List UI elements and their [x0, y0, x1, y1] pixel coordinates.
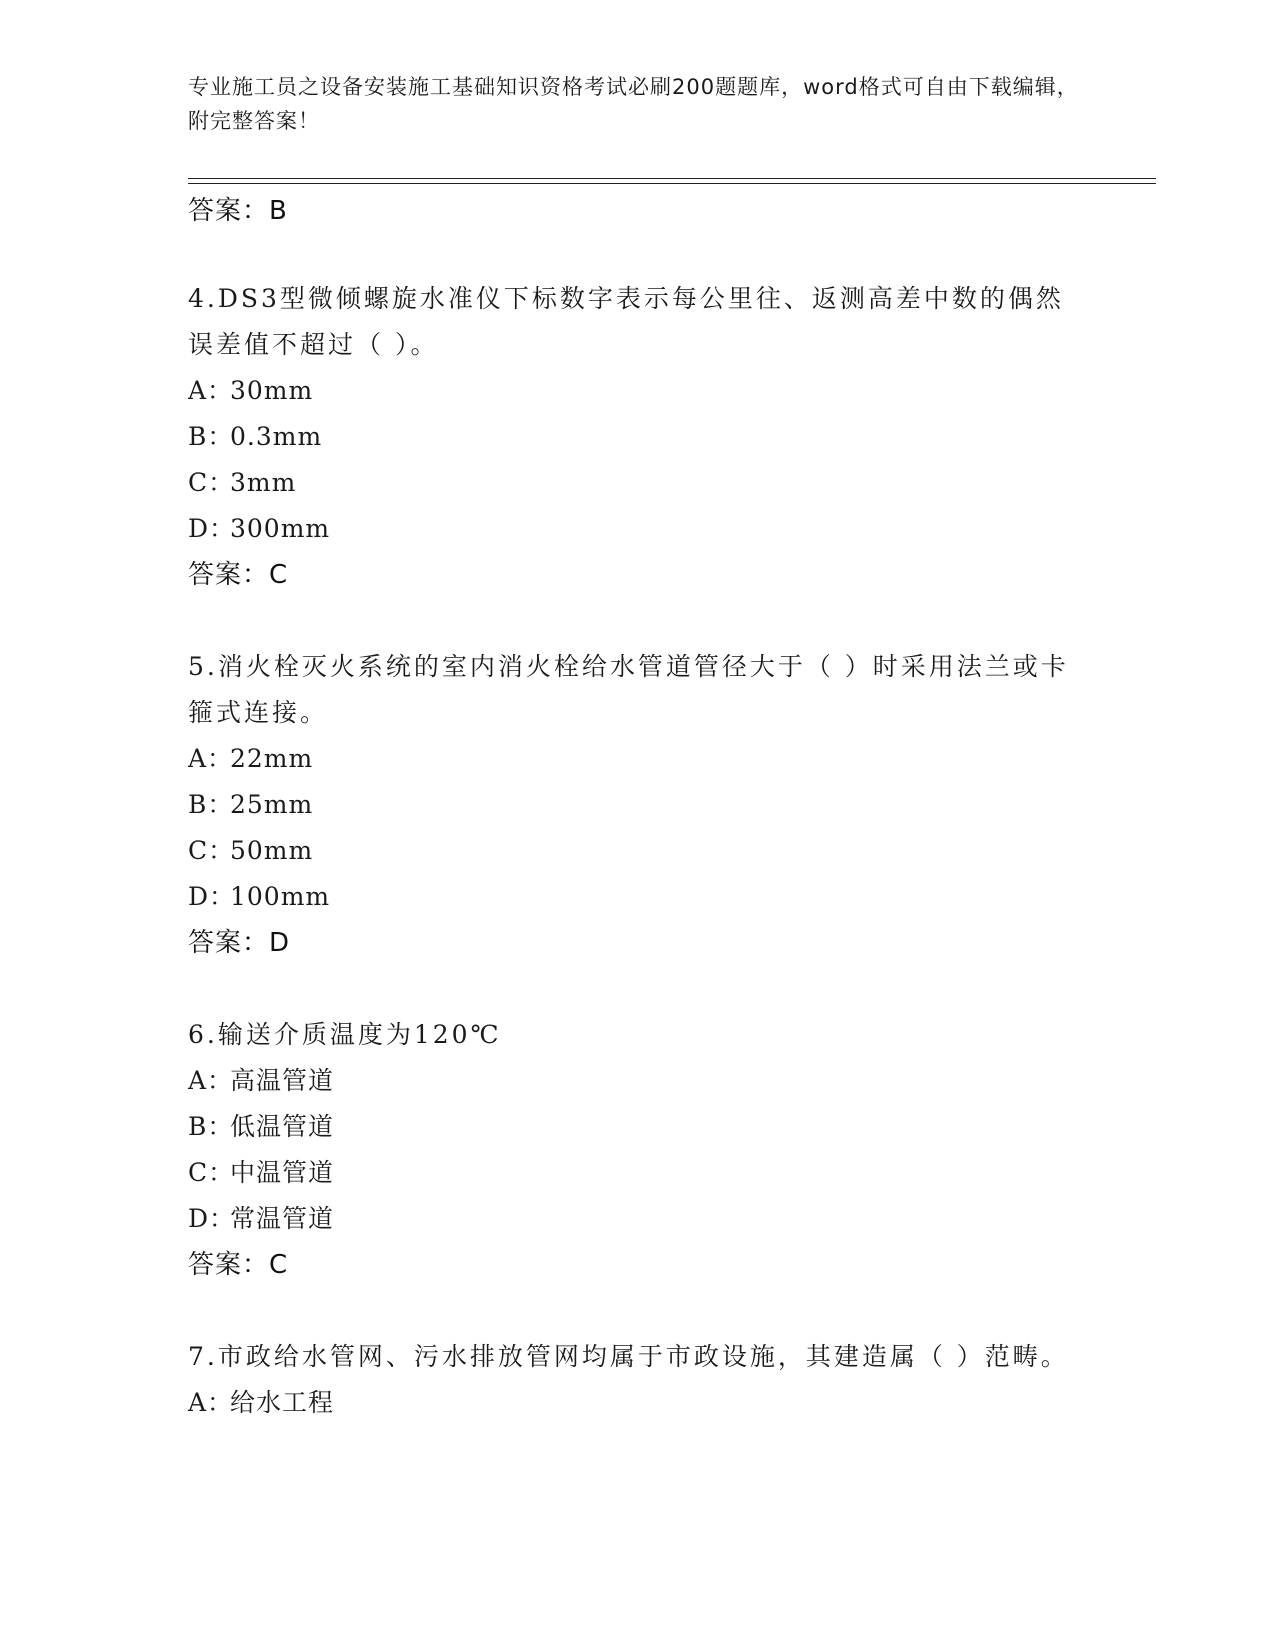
option-key: B： [188, 790, 234, 819]
document-header-title: 专业施工员之设备安装施工基础知识资格考试必刷200题题库，word格式可自由下载编辑，附完整答案！ [188, 75, 1079, 133]
option-a [188, 1380, 1088, 1426]
option-key: A： [188, 744, 234, 773]
option-text: 给水工程 [230, 1388, 335, 1417]
answer-label: 答案：B [188, 196, 288, 226]
answer-label: 答案：D [188, 928, 291, 958]
header-divider-bottom [188, 183, 1156, 184]
option-d [188, 506, 1088, 552]
answer-label: 答案：C [188, 560, 289, 590]
option-key: A： [188, 1388, 234, 1417]
option-key: B： [188, 422, 234, 451]
header-divider-top [188, 178, 1156, 179]
option-key: D： [188, 514, 236, 543]
option-c [188, 460, 1088, 506]
option-text: 低温管道 [230, 1112, 335, 1141]
option-d [188, 1196, 1088, 1242]
question-item [188, 1012, 1088, 1288]
option-key: D： [188, 1204, 236, 1233]
option-text: 中温管道 [230, 1158, 335, 1187]
option-text: 高温管道 [230, 1066, 335, 1095]
option-key: C： [188, 836, 235, 865]
option-c [188, 828, 1088, 874]
question-item [188, 644, 1088, 966]
question-stem: 6.输送介质温度为120℃ [188, 1020, 502, 1049]
question-item [188, 1334, 1088, 1426]
option-text: 常温管道 [230, 1204, 335, 1233]
question-stem: 4.DS3型微倾螺旋水准仪下标数字表示每公里往、返测高差中数的偶然误差值不超过（ ）。 [188, 284, 1064, 359]
answer-label: 答案：C [188, 1250, 289, 1280]
option-text: 100mm [230, 882, 331, 911]
document-header [188, 70, 1088, 138]
option-text: 30mm [230, 376, 314, 405]
option-text: 25mm [230, 790, 314, 819]
question-item [188, 276, 1088, 598]
option-text: 0.3mm [230, 422, 323, 451]
option-key: C： [188, 1158, 235, 1187]
option-key: A： [188, 376, 234, 405]
option-b [188, 782, 1088, 828]
option-a [188, 1058, 1088, 1104]
option-b [188, 414, 1088, 460]
option-b [188, 1104, 1088, 1150]
option-text: 22mm [230, 744, 314, 773]
option-c [188, 1150, 1088, 1196]
option-text: 3mm [230, 468, 297, 497]
question-stem: 7.市政给水管网、污水排放管网均属于市政设施，其建造属（ ）范畴。 [188, 1342, 1069, 1371]
question-list [188, 188, 1088, 1426]
option-a [188, 736, 1088, 782]
option-a [188, 368, 1088, 414]
option-key: A： [188, 1066, 234, 1095]
option-key: C： [188, 468, 235, 497]
option-key: D： [188, 882, 236, 911]
option-d [188, 874, 1088, 920]
question-stem: 5.消火栓灭火系统的室内消火栓给水管道管径大于（ ）时采用法兰或卡箍式连接。 [188, 652, 1069, 727]
option-text: 300mm [230, 514, 331, 543]
option-key: B： [188, 1112, 234, 1141]
option-text: 50mm [230, 836, 314, 865]
